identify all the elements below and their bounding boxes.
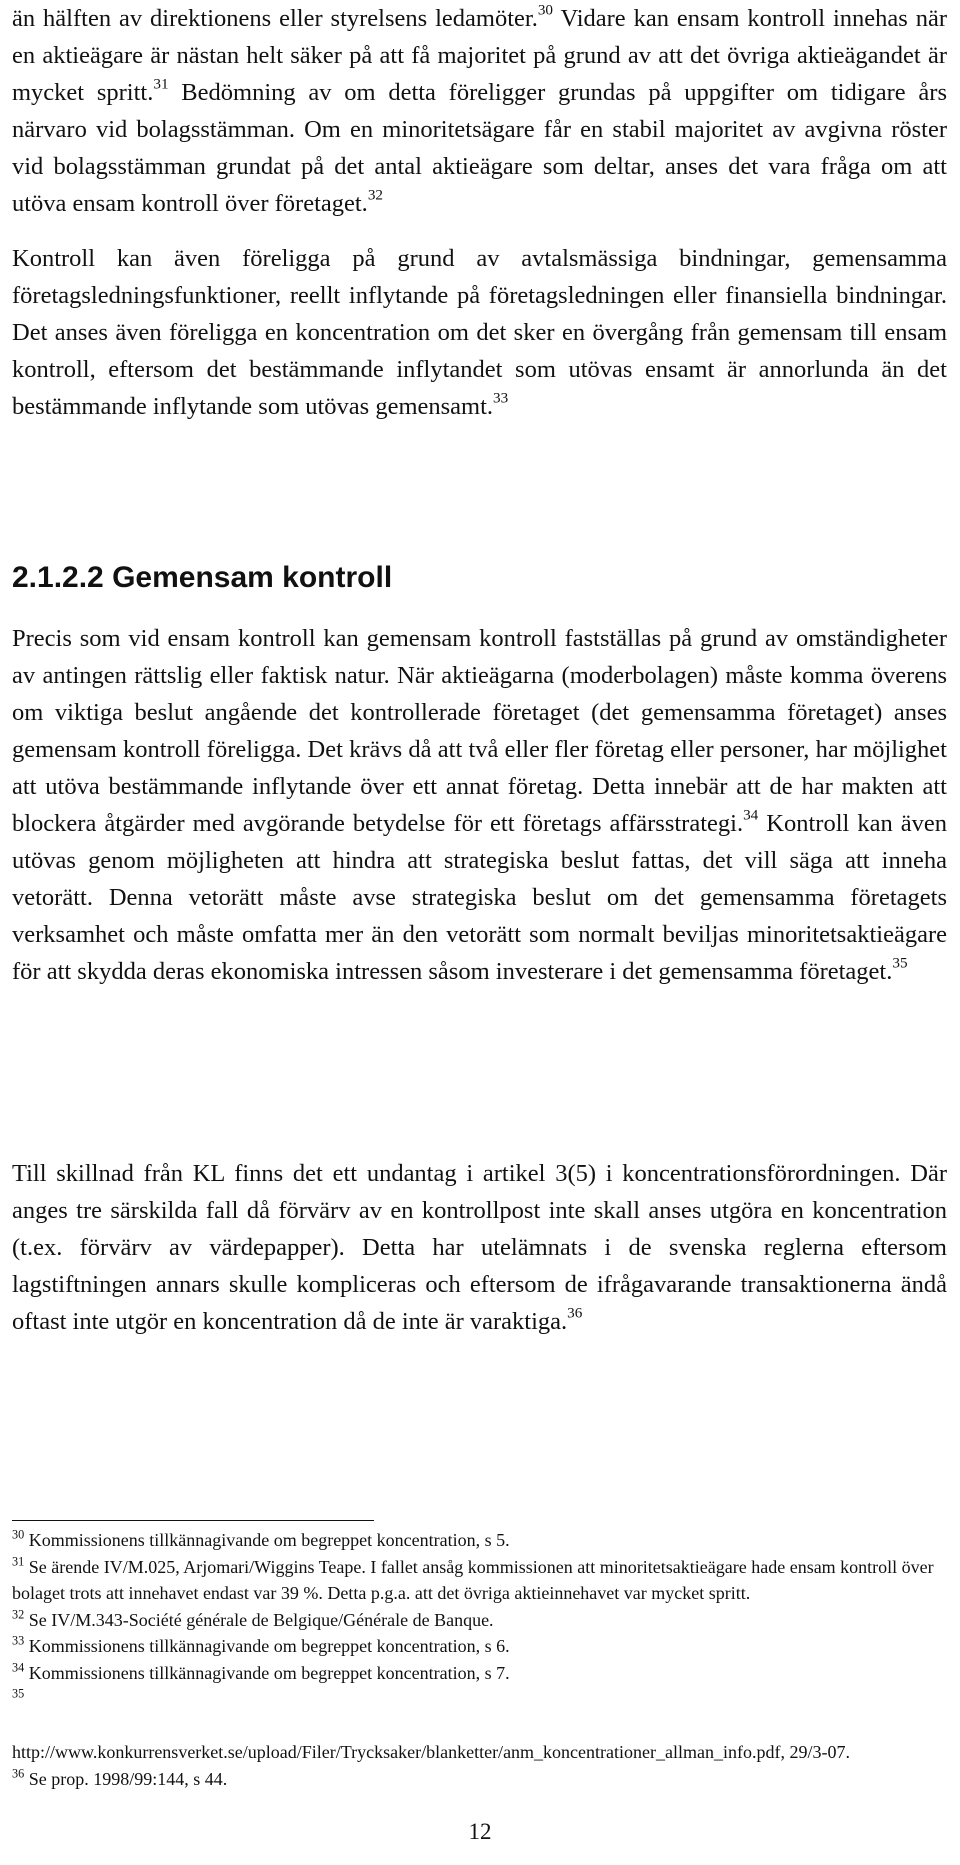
footnote-35-url[interactable]: http://www.konkurrensverket.se/upload/Filer/Trycksaker/blanketter/anm_koncentrationer_allman_info.pdf, 29/3-07. [12,1742,850,1762]
footnote-34: $^{34}$ Kommissionens tillkännagivande om begreppet koncentration, s 7. [12,1660,510,1683]
footnotes [12,1527,947,1792]
paragraph-4: Till skillnad från KL finns det ett undantag i artikel 3(5) i koncentrationsförordningen. Där anges tre särskilda fall då förvärv av en kontrollpost inte skall anses utgöra en koncentration (t.ex. förvärv av värdepapper). Detta har utelämnats i de svenska reglerna eftersom lagstiftningen annars skulle kompliceras och eftersom de ifrågavarande transaktionerna ändå oftast inte utgör en koncentration då de inte är varaktiga.$^{36}$ [12,1160,947,1335]
footnote-31: $^{31}$ Se ärende IV/M.025, Arjomari/Wiggins Teape. I fallet ansåg kommissionen att minoritetsaktieägare hade ensam kontroll över bolaget trots att innehavet endast var 39 %. Detta p.g.a. att det övriga aktieinnehavet var mycket spritt. [12,1554,934,1603]
footnote-ref-36[interactable]: 36 [567,1304,583,1322]
footnote-35: 35 [12,1686,25,1701]
footnote-separator [12,1520,374,1521]
footnote-ref-32[interactable]: 32 [367,186,383,204]
footnote-32: $^{32}$ Se IV/M.343-Société générale de Belgique/Générale de Banque. [12,1607,494,1630]
footnote-ref-30[interactable]: 30 [537,1,554,19]
section-heading: 2.1.2.2 Gemensam kontroll [12,561,393,594]
paragraph-1: än hälften av direktionens eller styrelsens ledamöter.$^{30}$ Vidare kan ensam kontroll innehas när en aktieägare är nästan helt säker på att få majoritet på grund av att det övriga aktieägandet är mycket spritt.$^{31}$ Bedömning av om detta föreligger grundas på uppgifter om tidigare års närvaro vid bolagsstämman. Om en minoritetsägare får en stabil majoritet av avgivna röster vid bolagsstämman grundat på det antal aktieägare som deltar, anses det vara fråga om att utöva ensam kontroll över företaget.$^{32}$ [12,1,947,217]
paragraph-2: Kontroll kan även föreligga på grund av avtalsmässiga bindningar, gemensamma företagsledningsfunktioner, reellt inflytande på företagsledningen eller finansiella bindningar. Det anses även föreligga en koncentration om det sker en övergång från gemensam till ensam kontroll, eftersom det bestämmande inflytandet som utövas ensamt är annorlunda än det bestämmande inflytande som utövas gemensamt.$^{33}$ [12,245,947,420]
page-number: 12 [468,1819,492,1844]
footnote-33: $^{33}$ Kommissionens tillkännagivande om begreppet koncentration, s 6. [12,1633,510,1656]
footnote-36: $^{36}$ Se prop. 1998/99:144, s 44. [12,1766,228,1789]
paragraph-3: Precis som vid ensam kontroll kan gemensam kontroll fastställas på grund av omständigheter av antingen rättslig eller faktisk natur. När aktieägarna (moderbolagen) måste komma överens om viktiga beslut angående det kontrollerade företaget (det gemensamma företaget) anses gemensam kontroll föreligga. Det krävs då att två eller fler företag eller personer, har möjlighet att utöva bestämmande inflytande över ett annat företag. Detta innebär att de har makten att blockera åtgärder med avgörande betydelse för ett företags affärsstrategi.$^{34}$ Kontroll kan även utövas genom möjligheten att hindra att strategiska beslut fattas, det vill säga att inneha vetorätt. Denna vetorätt måste avse strategiska beslut om det gemensamma företagets verksamhet och måste omfatta mer än den vetorätt som normalt beviljas minoritetsaktieägare för att skydda deras ekonomiska intressen såsom investerare i det gemensamma företaget.$^{35}$ [12,625,947,985]
footnote-ref-34[interactable]: 34 [743,806,759,824]
footnote-ref-33[interactable]: 33 [493,389,509,407]
footnote-ref-31[interactable]: 31 [153,75,169,93]
footnote-30: $^{30}$ Kommissionens tillkännagivande om begreppet koncentration, s 5. [12,1527,510,1550]
footnote-ref-35[interactable]: 35 [892,954,908,972]
